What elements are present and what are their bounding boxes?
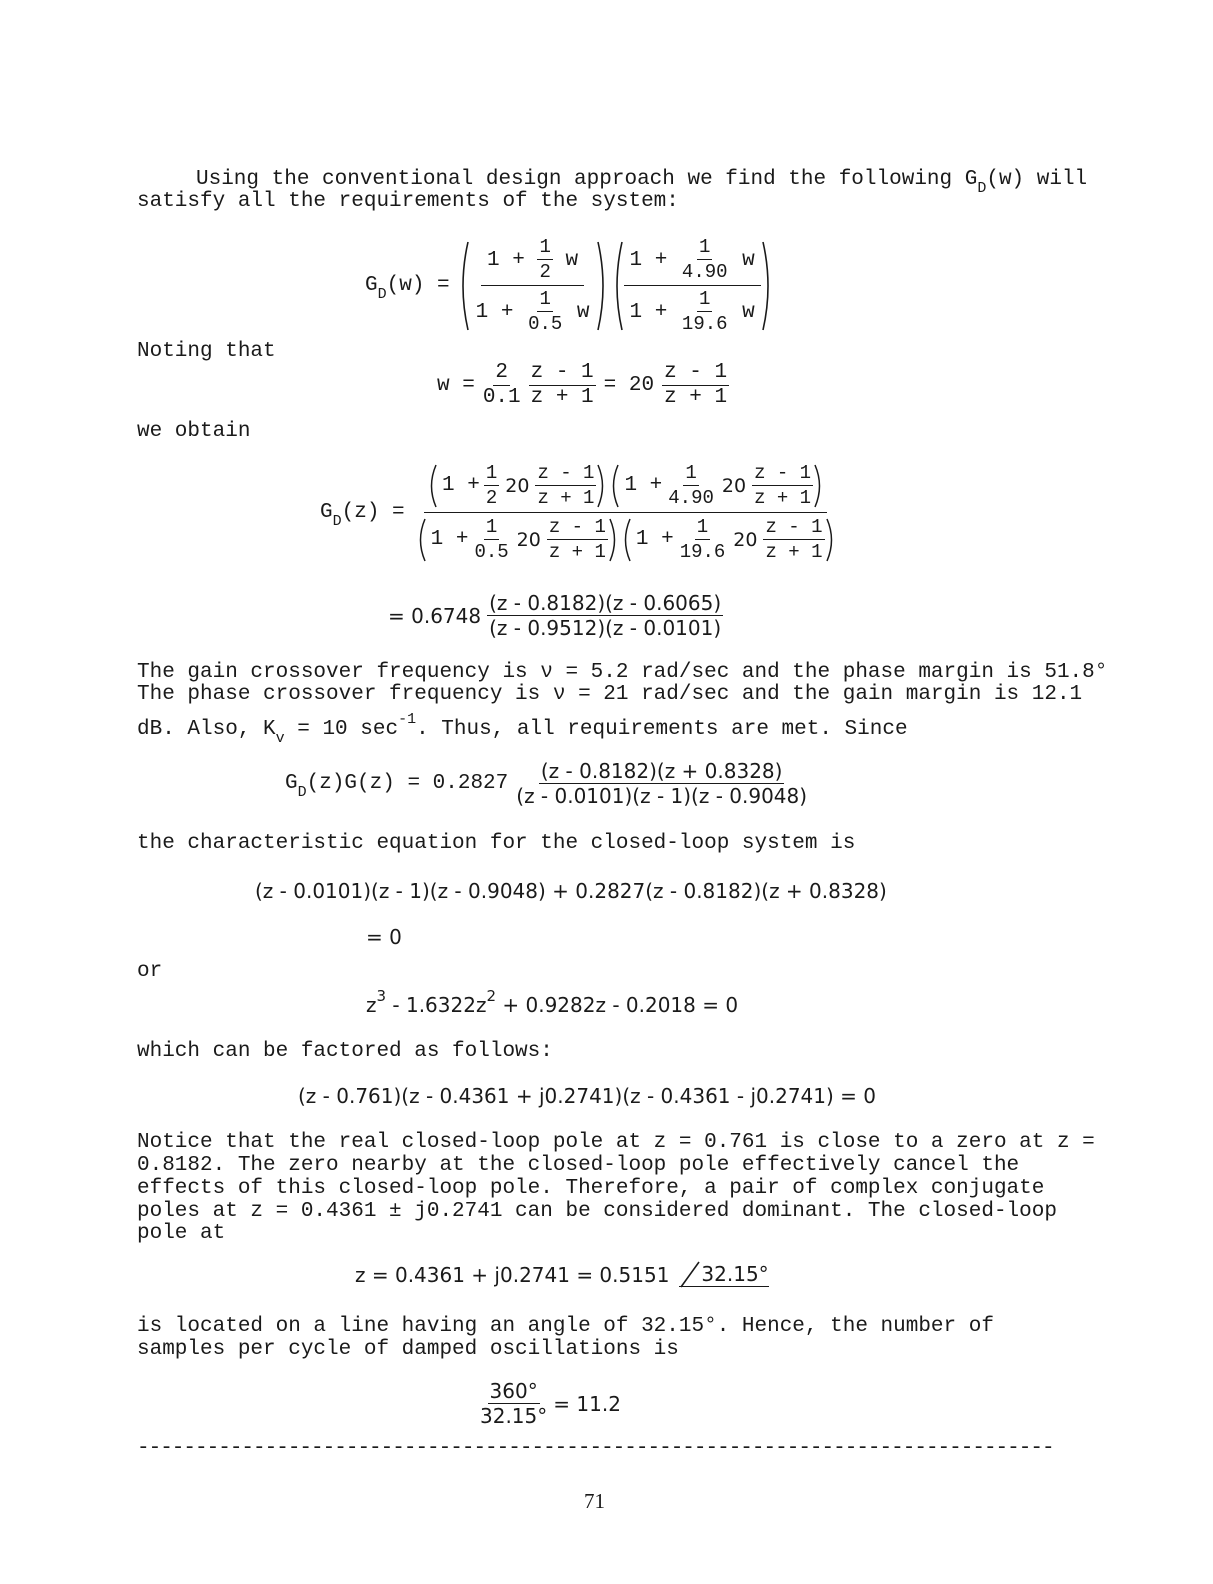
notice-line-3: effects of this closed-loop pole. Therefore, a pair of complex conjugate	[137, 1177, 1045, 1200]
notice-line-2: 0.8182. The zero nearby at the closed-loop pole effectively cancel the	[137, 1154, 1020, 1177]
left-paren-icon	[415, 517, 427, 563]
located-line-2: samples per cycle of damped oscillations is	[137, 1338, 679, 1361]
equation-pole: z = 0.4361 + j0.2741 = 0.5151 32.15°	[355, 1262, 769, 1287]
factored-equation: (z - 0.761)(z - 0.4361 + j0.2741)(z - 0.4361 - j0.2741) = 0	[298, 1084, 876, 1108]
equation-gd-z: $G_D(z)$ = 1 + $\frac{1}{2}$ 20 $\frac{z - 1}{z + 1}$ 1 + $\frac{1}{4.90}$ 20 $\frac{z - 1}{z + 1}$ 1 + $\frac{1}{0.5}$ 20 $\frac{z - 1}{z + 1}$ 1 + $\frac{1}{19.6}$ 20 $\frac{z - 1}{z + 1}$	[320, 462, 839, 563]
crossover-line-2: The phase crossover frequency is ν = 21 rad/sec and the gain margin is 12.1	[137, 683, 1083, 706]
divider-line: -------------------------------------------------------------------------------	[137, 1437, 1054, 1460]
char-eq-line-1: (z - 0.0101)(z - 1)(z - 0.9048) + 0.2827(z - 0.8182)(z + 0.8328)	[255, 879, 887, 903]
equation-gd-w	[365, 236, 775, 335]
equation-gd-z-result: = 0.6748 $\frac{(z - 0.8182)(z - 0.6065)}{(z - 0.9512)(z - 0.0101)}$	[388, 591, 722, 640]
right-paren-icon	[825, 517, 837, 563]
left-paren-icon	[426, 463, 438, 509]
gd-w-factor-1: 1 + $\frac{1}{2}$ w 1 + $\frac{1}{0.5}$ w	[475, 236, 590, 335]
factored-intro: which can be factored as follows:	[137, 1040, 553, 1063]
left-paren-icon	[608, 463, 620, 509]
left-paren-icon	[456, 240, 470, 332]
we-obtain-text: we obtain	[137, 420, 251, 443]
char-eq-line-2: = 0	[366, 925, 402, 949]
right-paren-icon	[596, 240, 610, 332]
right-paren-icon	[596, 463, 608, 509]
right-paren-icon	[608, 517, 620, 563]
right-paren-icon	[761, 240, 775, 332]
notice-line-4: poles at z = 0.4361 ± j0.2741 can be considered dominant. The closed-loop	[137, 1200, 1057, 1223]
equation-w: w = $\frac{2}{0.1}$ $\frac{z - 1}{z + 1}$ = 20 $\frac{z - 1}{z + 1}$	[437, 361, 728, 409]
angle-icon	[679, 1260, 701, 1288]
gd-w-factor-2: 1 + $\frac{1}{4.90}$ w 1 + $\frac{1}{19.6}$ w	[624, 236, 761, 335]
intro-line-1: Using the conventional design approach we find the following $G_D(w)$ will	[196, 168, 1088, 197]
gd-z-fraction: 1 + $\frac{1}{2}$ 20 $\frac{z - 1}{z + 1}$ 1 + $\frac{1}{4.90}$ 20 $\frac{z - 1}{z + 1}$ 1 + $\frac{1}{0.5}$ 20 $\frac{z - 1}{z + 1}$ 1 + $\frac{1}{19.6}$ 20 $\frac{z - 1}{z + 1}$	[413, 462, 839, 563]
equation-gd-w-lhs: $G_D(w)$ =	[365, 274, 450, 303]
left-paren-icon	[610, 240, 624, 332]
char-eq-intro: the characteristic equation for the closed-loop system is	[137, 832, 856, 855]
left-paren-icon	[620, 517, 632, 563]
polynomial-equation: $z^3 - 1.6322z^2 + 0.9282z - 0.2018 = 0$	[366, 987, 739, 1017]
equation-gd-g: $G_D(z)G(z) = 0.2827$ $\frac{(z - 0.8182)(z + 0.8328)}{(z - 0.0101)(z - 1)(z - 0.9048)}$	[285, 759, 808, 808]
crossover-line-1: The gain crossover frequency is ν = 5.2 rad/sec and the phase margin is 51.8°	[137, 661, 1108, 684]
or-text: or	[137, 960, 163, 983]
crossover-line-3: dB. Also, $K_v = 10$ $\sec^{-1}$. Thus, all requirements are met. Since	[137, 711, 908, 747]
located-line-1: is located on a line having an angle of 32.15°. Hence, the number of	[137, 1315, 994, 1338]
notice-line-5: pole at	[137, 1222, 226, 1245]
page-number: 71	[584, 1489, 605, 1513]
noting-that-text: Noting that	[137, 340, 276, 363]
notice-line-1: Notice that the real closed-loop pole at z = 0.761 is close to a zero at z =	[137, 1131, 1095, 1154]
right-paren-icon	[813, 463, 825, 509]
equation-samples: $\frac{360^\circ}{32.15^\circ}$ = 11.2	[480, 1379, 621, 1428]
angle-notation: 32.15°	[679, 1262, 768, 1287]
intro-line-2: satisfy all the requirements of the system:	[137, 190, 679, 213]
